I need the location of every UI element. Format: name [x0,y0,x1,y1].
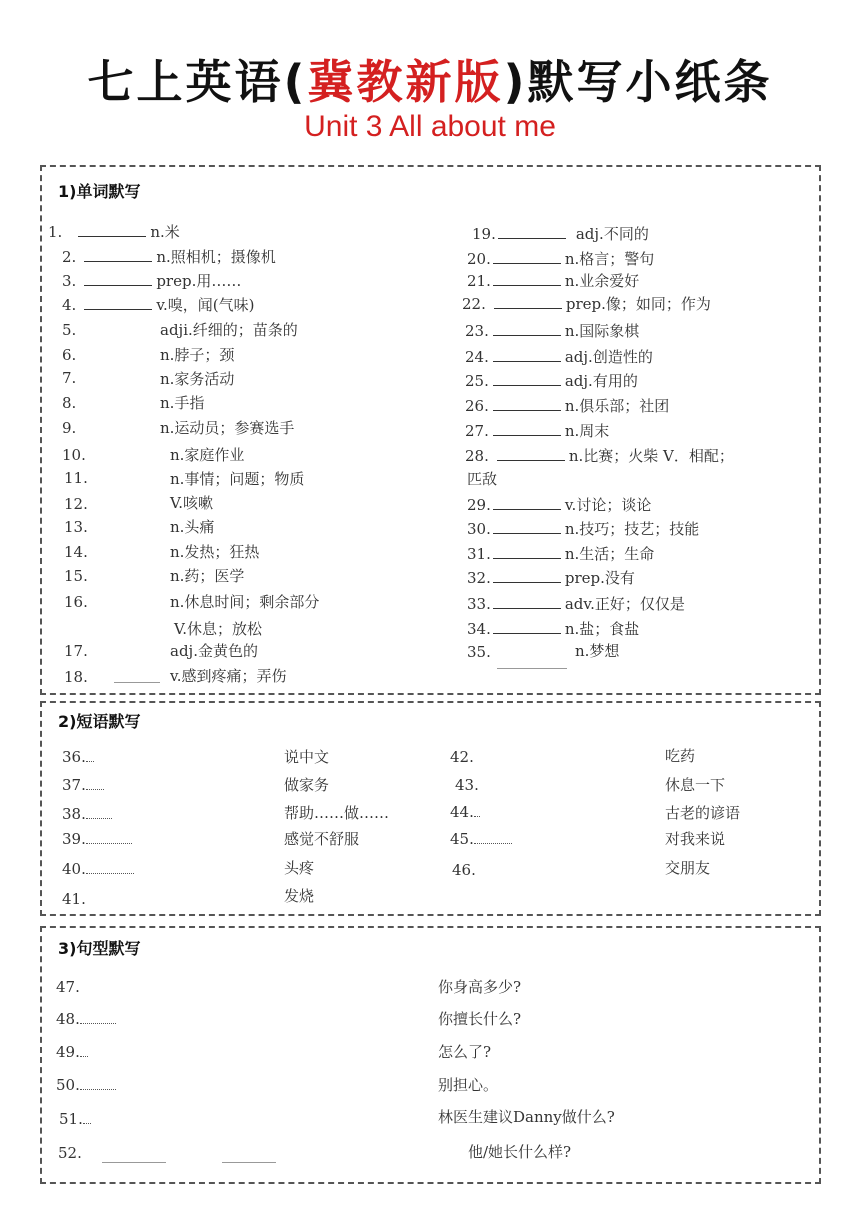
word-item: 28. n.比赛；火柴 V．相配； [465,447,734,465]
sentence-meaning: 林医生建议Danny做什么? [438,1108,615,1126]
section-sentence-dictation [40,926,821,1184]
page-title [0,46,860,112]
word-item: 19. adj.不同的 [472,225,649,243]
word-item-meaning: n.事情；问题；物质 [170,470,305,488]
word-item: 1. n.米 [48,223,180,241]
word-item-meaning: n.休息时间；剩余部分 [170,593,320,611]
sentence-meaning: 你身高多少? [438,978,522,996]
word-item-number: 11. [64,469,88,487]
word-item-number: 12. [64,495,88,513]
word-item-number: 6. [62,346,77,364]
phrase-meaning: 头疼 [284,859,315,877]
sentence-number: 51. [59,1110,91,1128]
answer-blank[interactable] [493,347,561,362]
word-item-meaning: n.药；医学 [170,567,245,585]
sentence-number: 50. [56,1076,116,1094]
word-item: 24. adj.创造性的 [465,348,653,366]
sentence-meaning: 怎么了? [438,1043,492,1061]
word-item-meaning: adj.金黄色的 [170,642,258,660]
answer-blank[interactable] [86,777,104,790]
section-word-dictation-title: 1)单词默写 [58,182,141,201]
answer-blank[interactable] [80,1044,88,1057]
title-part-1: 七上英语( [87,55,308,109]
word-item: 4. v.嗅，闻(气味) [62,296,255,314]
word-item-number: 17. [64,642,88,660]
title-part-2: 冀教新版 [307,55,504,109]
phrase-meaning: 感觉不舒服 [284,830,360,848]
word-item-meaning: n.脖子；颈 [160,346,235,364]
word-item: 27. n.周末 [465,422,610,440]
answer-blank[interactable] [493,544,561,559]
word-item: 2. n.照相机；摄像机 [62,248,276,266]
word-item-number: 18. [64,668,88,686]
phrase-number: 38. [62,805,112,823]
word-item: 34. n.盐；食盐 [467,620,640,638]
phrase-meaning: 帮助……做…… [284,804,390,822]
answer-blank[interactable] [493,421,561,436]
word-item-meaning: n.头痛 [170,518,215,536]
page-subtitle: Unit 3 All about me [304,110,556,143]
answer-blank[interactable] [80,1011,116,1024]
phrase-meaning: 发烧 [284,887,315,905]
word-item-number: 14. [64,543,88,561]
word-item-meaning: n.家务活动 [160,370,235,388]
answer-blank[interactable] [474,804,480,817]
answer-blank[interactable] [493,271,561,286]
phrase-number: 40. [62,860,134,878]
answer-blank[interactable] [78,222,146,237]
word-item-meaning: n.运动员；参赛选手 [160,419,295,437]
answer-blank[interactable] [84,271,152,286]
answer-blank[interactable] [86,806,112,819]
word-item-number: 35. [467,643,491,661]
word-item: 32. prep.没有 [467,569,635,587]
word-item: 33. adv.正好；仅仅是 [467,595,685,613]
sentence-number: 48. [56,1010,116,1028]
answer-blank[interactable] [114,682,160,683]
answer-blank[interactable] [84,295,152,310]
section-word-dictation [40,165,821,695]
section-phrase-dictation-title: 2)短语默写 [58,712,141,731]
phrase-number: 39. [62,830,132,848]
phrase-number: 36. [62,748,94,766]
word-item-number: 7. [62,369,77,387]
word-item-number: 15. [64,567,88,585]
answer-blank[interactable] [494,294,562,309]
sentence-meaning: 别担心。 [438,1076,499,1094]
phrase-number: 37. [62,776,104,794]
word-item-meaning: n.手指 [160,394,205,412]
word-item-number: 8. [62,394,77,412]
word-item-meaning: V.休息；放松 [174,620,262,638]
word-item: 3. prep.用…… [62,272,242,290]
answer-blank[interactable] [86,861,134,874]
word-item-meaning: n.发热；狂热 [170,543,260,561]
answer-blank[interactable] [493,619,561,634]
word-item-meaning: n.家庭作业 [170,446,245,464]
word-item: 30. n.技巧；技艺；技能 [467,520,700,538]
answer-blank[interactable] [493,321,561,336]
word-item-meaning: v.感到疼痛；弄伤 [170,667,287,685]
phrase-meaning: 说中文 [284,748,330,766]
answer-blank[interactable] [493,594,561,609]
word-item-meaning: n.梦想 [575,642,620,660]
phrase-meaning: 休息一下 [665,776,726,794]
word-item: 20. n.格言；警句 [467,250,655,268]
answer-blank[interactable] [493,396,561,411]
answer-blank[interactable] [493,568,561,583]
answer-blank[interactable] [493,519,561,534]
word-item-number: 10. [62,446,86,464]
answer-blank[interactable] [86,831,132,844]
answer-blank[interactable] [86,749,94,762]
phrase-number: 45. [450,830,512,848]
word-item-continued: 匹敌 [467,470,498,488]
word-item-number: 13. [64,518,88,536]
answer-blank[interactable] [493,249,561,264]
title-part-3: )默写小纸条 [503,55,773,109]
answer-blank[interactable] [493,495,561,510]
phrase-meaning: 对我来说 [665,830,726,848]
phrase-number: 43. [455,776,479,794]
word-item: 26. n.俱乐部；社团 [465,397,670,415]
word-item: 22. prep.像；如同；作为 [462,295,711,313]
phrase-meaning: 古老的谚语 [665,804,741,822]
answer-blank[interactable] [84,247,152,262]
word-item: 23. n.国际象棋 [465,322,640,340]
section-sentence-dictation-title: 3)句型默写 [58,939,141,958]
answer-blank[interactable] [498,224,566,239]
word-item: 21. n.业余爱好 [467,272,640,290]
phrase-meaning: 吃药 [665,747,696,765]
phrase-meaning: 做家务 [284,776,330,794]
sentence-number: 47. [56,978,80,996]
word-item-meaning: adji.纤细的；苗条的 [160,321,298,339]
word-item-number: 5. [62,321,77,339]
phrase-meaning: 交朋友 [665,859,711,877]
answer-blank[interactable] [497,446,565,461]
word-item-number: 16. [64,593,88,611]
sentence-meaning: 他/她长什么样? [468,1143,572,1161]
sentence-number: 52. [58,1144,82,1162]
word-item: 29. v.讨论；谈论 [467,496,652,514]
phrase-number: 41. [62,890,86,908]
sentence-meaning: 你擅长什么? [438,1010,522,1028]
answer-blank[interactable] [83,1111,91,1124]
phrase-number: 44. [450,803,480,821]
answer-blank[interactable] [222,1162,276,1163]
word-item-number: 9. [62,419,77,437]
answer-blank[interactable] [474,831,512,844]
phrase-number: 46. [452,861,476,879]
sentence-number: 49. [56,1043,88,1061]
answer-blank[interactable] [102,1162,166,1163]
word-item-meaning: V.咳嗽 [170,494,213,512]
phrase-number: 42. [450,748,474,766]
answer-blank[interactable] [493,371,561,386]
answer-blank[interactable] [80,1077,116,1090]
answer-blank[interactable] [497,668,567,669]
word-item: 25. adj.有用的 [465,372,638,390]
word-item: 31. n.生活；生命 [467,545,655,563]
